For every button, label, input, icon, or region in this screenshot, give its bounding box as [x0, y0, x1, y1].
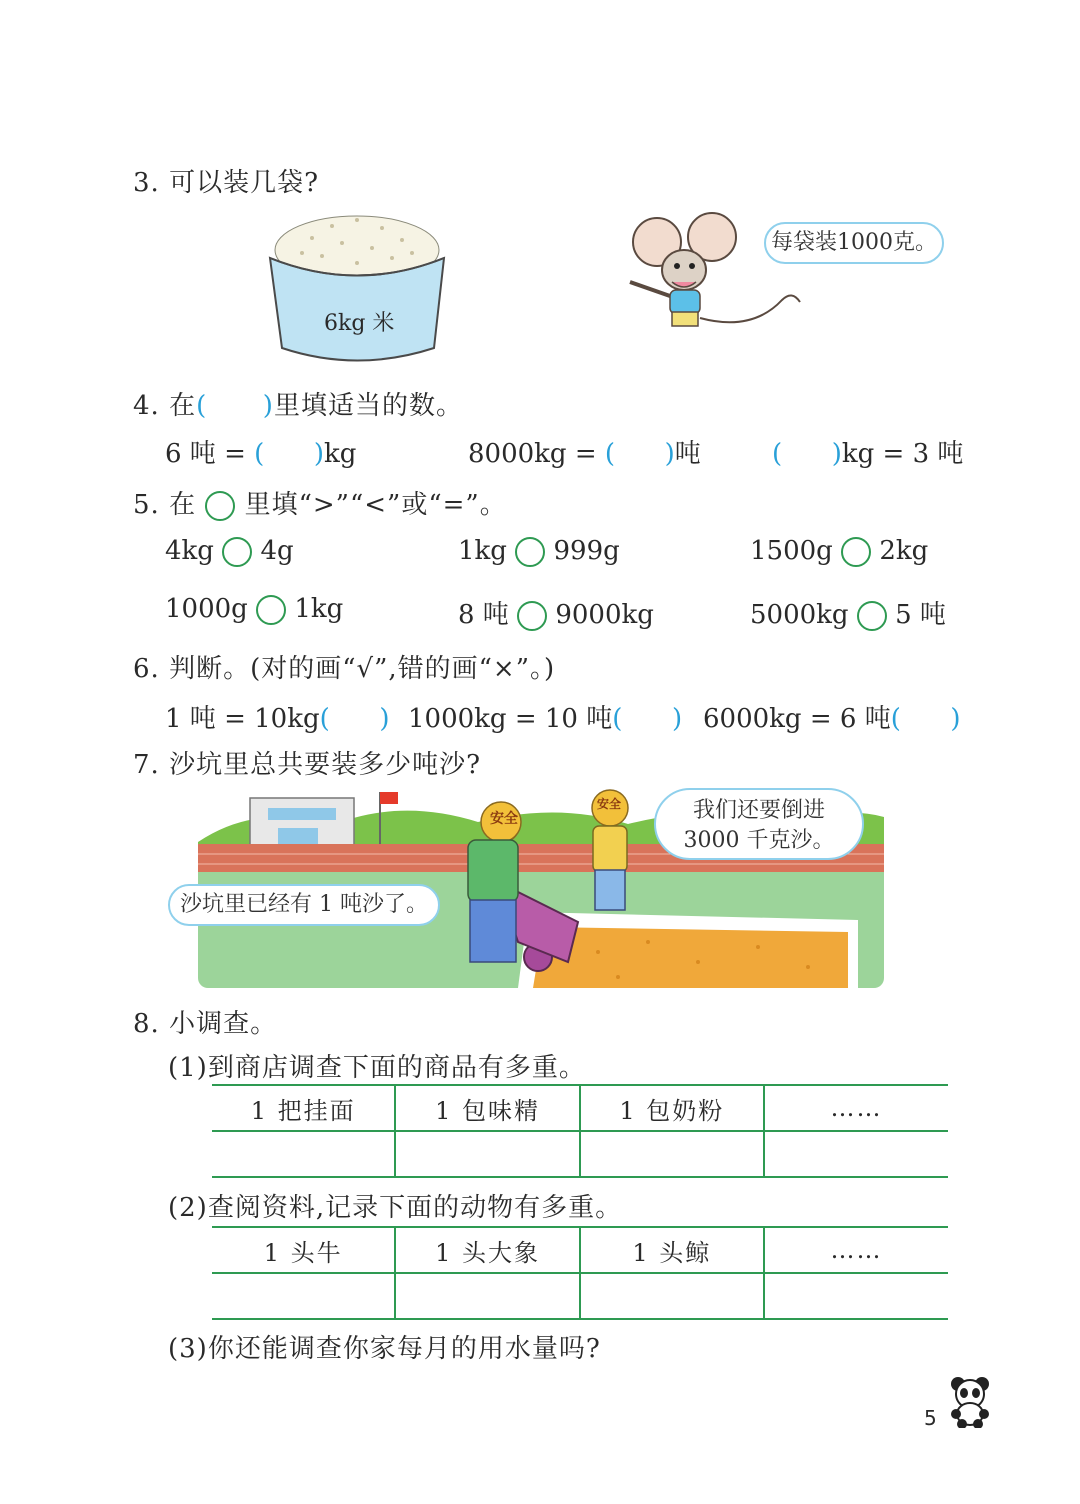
q5-item-2: [458, 536, 620, 567]
worker-right-speech-bubble: [654, 788, 864, 860]
q4-item-3: [772, 433, 963, 470]
q8-part2-title: (2)查阅资料,记录下面的动物有多重。: [168, 1193, 623, 1223]
answer-cell[interactable]: [580, 1131, 764, 1177]
answer-cell[interactable]: [395, 1273, 579, 1319]
q5-title: [133, 484, 507, 521]
q4-item-2-pre: 8000kg =: [468, 439, 605, 469]
q6-item-3: [703, 698, 961, 735]
answer-cell[interactable]: [212, 1131, 395, 1177]
q4-title-post: 里填适当的数。: [273, 391, 463, 421]
bowl-label: 6kg 米: [324, 311, 395, 336]
q5-item-1-right: 4g: [260, 536, 294, 566]
table-header-cell: 1 包奶粉: [580, 1085, 764, 1131]
q6-item-1: [165, 698, 389, 735]
worker-right-speech-line2: 3000 千克沙。: [683, 828, 835, 853]
q6-item-2-blank[interactable]: ( ): [612, 704, 683, 734]
answer-cell[interactable]: [764, 1131, 948, 1177]
q8-title: 8. 小调查。: [133, 1009, 278, 1039]
q4-item-1-post: kg: [324, 439, 357, 469]
table-header-cell: ……: [764, 1085, 948, 1131]
q5-item-5: [458, 594, 654, 631]
q4-title-paren: ( ): [196, 391, 274, 421]
rice-bowl-illustration: [262, 198, 452, 370]
q6-item-1-blank[interactable]: ( ): [319, 704, 390, 734]
answer-cell[interactable]: [580, 1273, 764, 1319]
q6-item-3-text: 6000kg = 6 吨: [703, 704, 891, 734]
rice-bowl-icon: [262, 198, 452, 370]
q5-item-3-right: 2kg: [879, 536, 929, 566]
q4-item-2-post: 吨: [674, 439, 701, 469]
q6-item-1-text: 1 吨 = 10kg: [165, 704, 320, 734]
q4-item-2: [468, 433, 701, 470]
table-row: [212, 1273, 948, 1319]
q5-item-5-answer-circle[interactable]: [517, 601, 547, 631]
q7-title: 7. 沙坑里总共要装多少吨沙?: [133, 750, 482, 780]
table-header-cell: 1 头鲸: [580, 1227, 764, 1273]
table-row: [212, 1131, 948, 1177]
q8-part1-table: [212, 1084, 948, 1178]
q6-item-2: [408, 698, 682, 735]
q5-item-2-answer-circle[interactable]: [515, 537, 545, 567]
q6-item-2-text: 1000kg = 10 吨: [408, 704, 613, 734]
answer-cell[interactable]: [212, 1273, 395, 1319]
table-header-cell: 1 头牛: [212, 1227, 395, 1273]
table-row: [212, 1227, 948, 1273]
q5-item-3-left: 1500g: [750, 536, 833, 566]
page-number: 5: [924, 1406, 937, 1430]
q5-item-1-answer-circle[interactable]: [222, 537, 252, 567]
q8-part3-title: (3)你还能调查你家每月的用水量吗?: [168, 1334, 601, 1364]
q4-item-1-pre: 6 吨 =: [165, 439, 255, 469]
q4-item-3-post: kg = 3 吨: [841, 439, 964, 469]
q5-item-4: [165, 594, 343, 625]
table-header-cell: 1 把挂面: [212, 1085, 395, 1131]
q5-title-pre: 5. 在: [133, 490, 197, 520]
q5-item-3-answer-circle[interactable]: [841, 537, 871, 567]
q5-item-2-right: 999g: [553, 536, 620, 566]
q5-item-4-answer-circle[interactable]: [256, 595, 286, 625]
circle-icon: [205, 491, 235, 521]
q3-title: 3. 可以装几袋?: [133, 168, 320, 198]
q8-part1-title: (1)到商店调查下面的商品有多重。: [168, 1053, 586, 1083]
q5-item-2-left: 1kg: [458, 536, 507, 566]
q5-item-6-answer-circle[interactable]: [857, 601, 887, 631]
table-row: [212, 1085, 948, 1131]
panda-icon: [946, 1374, 994, 1428]
q5-item-4-right: 1kg: [294, 594, 344, 624]
q4-item-1-blank[interactable]: ( ): [254, 439, 324, 469]
q5-item-4-left: 1000g: [165, 594, 248, 624]
mouse-speech-bubble: 每袋装1000克。: [764, 222, 944, 264]
table-header-cell: ……: [764, 1227, 948, 1273]
helmet-text-1: 安全: [490, 811, 518, 827]
q5-item-6: [750, 594, 946, 631]
q4-item-1: [165, 433, 356, 470]
q5-item-5-left: 8 吨: [458, 600, 509, 630]
q6-title: 6. 判断。(对的画“√”,错的画“×”。): [133, 654, 556, 684]
worker-left-speech-bubble: 沙坑里已经有 1 吨沙了。: [168, 884, 440, 926]
q4-title-pre: 4. 在: [133, 391, 197, 421]
q8-part2-table: [212, 1226, 948, 1320]
table-header-cell: 1 包味精: [395, 1085, 579, 1131]
answer-cell[interactable]: [764, 1273, 948, 1319]
q5-title-post: 里填“>”“<”或“=”。: [244, 490, 507, 520]
q5-item-3: [750, 536, 928, 567]
q4-item-3-blank[interactable]: ( ): [772, 439, 842, 469]
answer-cell[interactable]: [395, 1131, 579, 1177]
q4-item-2-blank[interactable]: ( ): [604, 439, 675, 469]
q5-item-1: [165, 536, 294, 567]
q5-item-1-left: 4kg: [165, 536, 214, 566]
q5-item-5-right: 9000kg: [555, 600, 654, 630]
q6-item-3-blank[interactable]: ( ): [890, 704, 961, 734]
q4-title: [133, 385, 463, 422]
q5-item-6-right: 5 吨: [895, 600, 946, 630]
helmet-text-2: 安全: [597, 797, 622, 811]
table-header-cell: 1 头大象: [395, 1227, 579, 1273]
q5-item-6-left: 5000kg: [750, 600, 849, 630]
worker-right-speech-line1: 我们还要倒进: [692, 798, 825, 823]
